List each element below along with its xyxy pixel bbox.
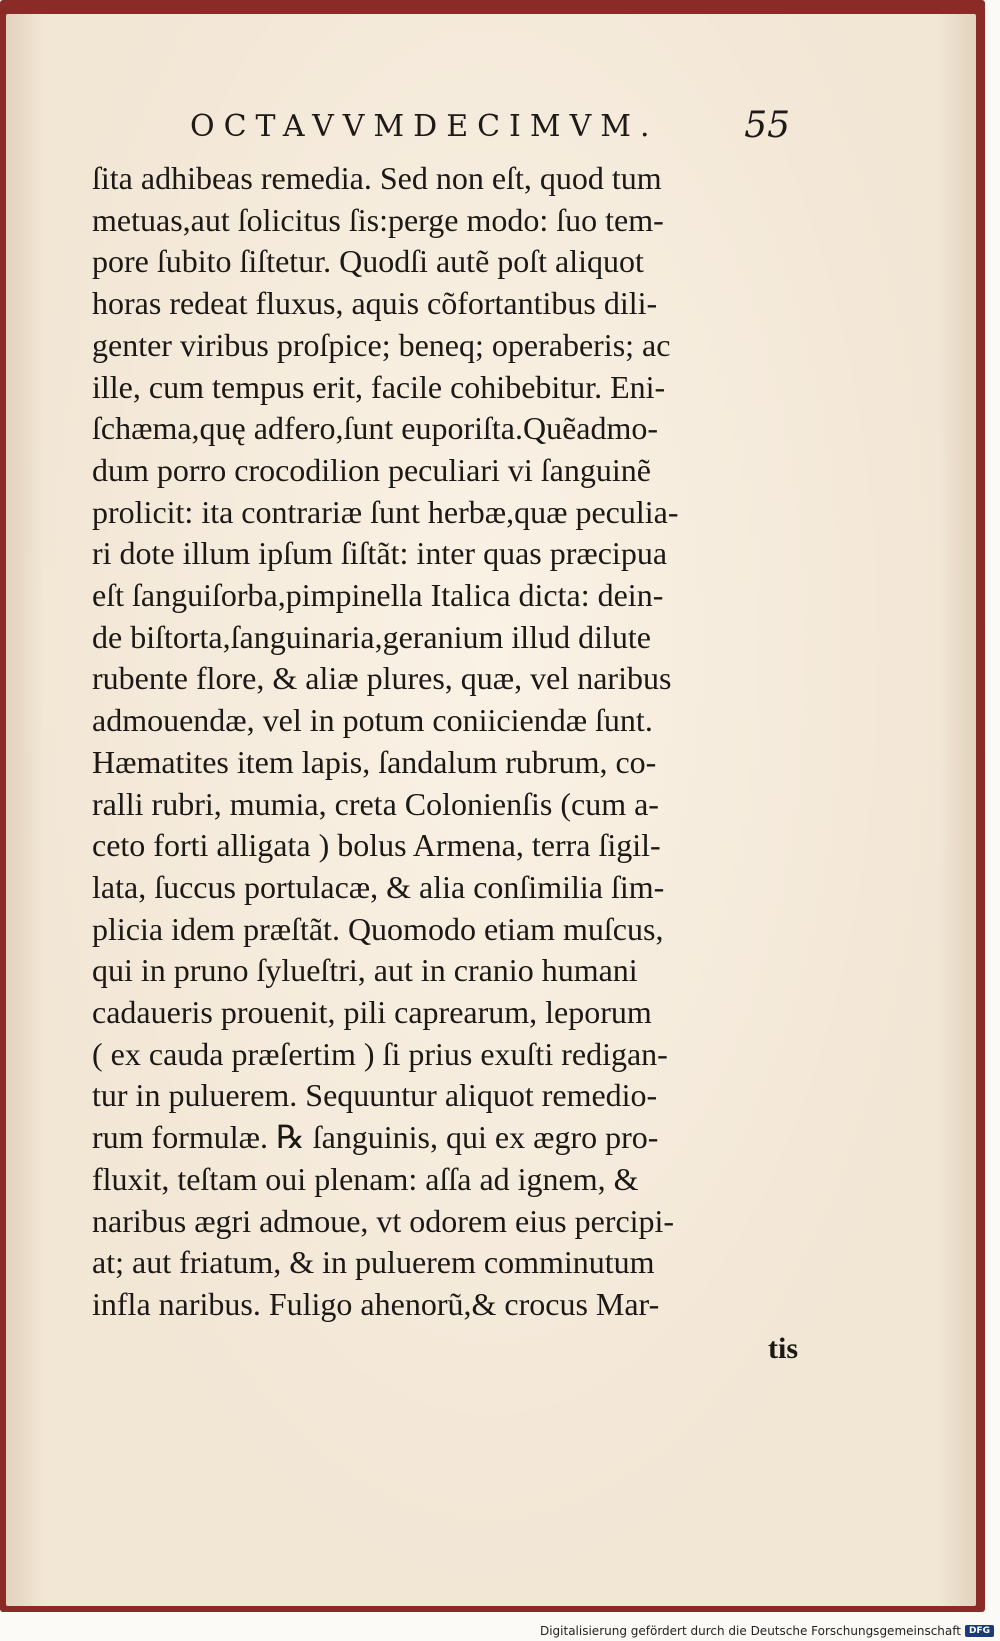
text-line: ceto forti alligata ) bolus Armena, terra ſigil- — [92, 827, 661, 864]
text-line: pore ſubito ſiſtetur. Quodſi autẽ poſt aliquot — [92, 243, 644, 280]
text-line: ille, cum tempus erit, facile cohibebitur. Eni- — [92, 368, 666, 405]
digitization-credit — [540, 1624, 994, 1638]
text-line: metuas,aut ſolicitus ſis:perge modo: ſuo tem- — [92, 201, 664, 238]
text-line: horas redeat fluxus, aquis cõfortantibus dili- — [92, 285, 658, 322]
text-line: naribus ægri admoue, vt odorem eius percipi- — [92, 1202, 675, 1239]
text-line: cadaueris prouenit, pili caprearum, leporum — [92, 994, 652, 1031]
credit-text: Digitalisierung gefördert durch die Deutsche Forschungsgemeinschaft — [539, 1624, 961, 1638]
text-line: lata, ſuccus portulacæ, & alia conſimilia ſim- — [92, 868, 665, 905]
body-text — [92, 158, 812, 1326]
text-line: qui in pruno ſylueſtri, aut in cranio humani — [92, 952, 638, 989]
text-line: ſchæma,quę adfero,ſunt euporiſta.Quẽadmo- — [92, 410, 659, 447]
text-line: plicia idem præſtãt. Quomodo etiam muſcus, — [92, 910, 664, 947]
text-line: fluxit, teſtam oui plenam: aſſa ad ignem, & — [92, 1160, 639, 1197]
text-line: at; aut friatum, & in puluerem comminutum — [92, 1244, 655, 1281]
text-line: infla naribus. Fuligo ahenorũ,& crocus Mar- — [92, 1285, 660, 1322]
text-line: dum porro crocodilion peculiari vi ſanguinẽ — [92, 451, 651, 488]
text-line: tur in puluerem. Sequuntur aliquot remedio- — [92, 1077, 658, 1114]
text-line: Hæmatites item lapis, ſandalum rubrum, co- — [92, 743, 657, 780]
dfg-logo-icon: DFG — [965, 1625, 994, 1637]
text-line: genter viribus proſpice; beneq; operaberis; ac — [92, 326, 671, 363]
running-title: OCTAVVMDECIMVM. — [190, 109, 659, 144]
text-line: admouendæ, vel in potum coniiciendæ ſunt. — [92, 702, 653, 739]
catchword: tis — [768, 1332, 798, 1365]
text-line: ralli rubri, mumia, creta Colonienſis (cum a- — [92, 785, 659, 822]
text-line: ri dote illum ipſum ſiſtãt: inter quas præcipua — [92, 535, 668, 572]
text-line: prolicit: ita contrariæ ſunt herbæ,quæ peculia- — [92, 493, 679, 530]
page-number: 55 — [744, 105, 790, 146]
text-line: ( ex cauda præſertim ) ſi prius exuſti redigan- — [92, 1035, 668, 1072]
text-line: rum formulæ. ℞ ſanguinis, qui ex ægro pro- — [92, 1119, 659, 1156]
page-header — [190, 105, 790, 155]
text-line: eſt ſanguiſorba,pimpinella Italica dicta: dein- — [92, 577, 664, 614]
text-line: de biſtorta,ſanguinaria,geranium illud dilute — [92, 618, 651, 655]
text-line: rubente flore, & aliæ plures, quæ, vel naribus — [92, 660, 672, 697]
text-line: ſita adhibeas remedia. Sed non eſt, quod tum — [92, 160, 662, 196]
